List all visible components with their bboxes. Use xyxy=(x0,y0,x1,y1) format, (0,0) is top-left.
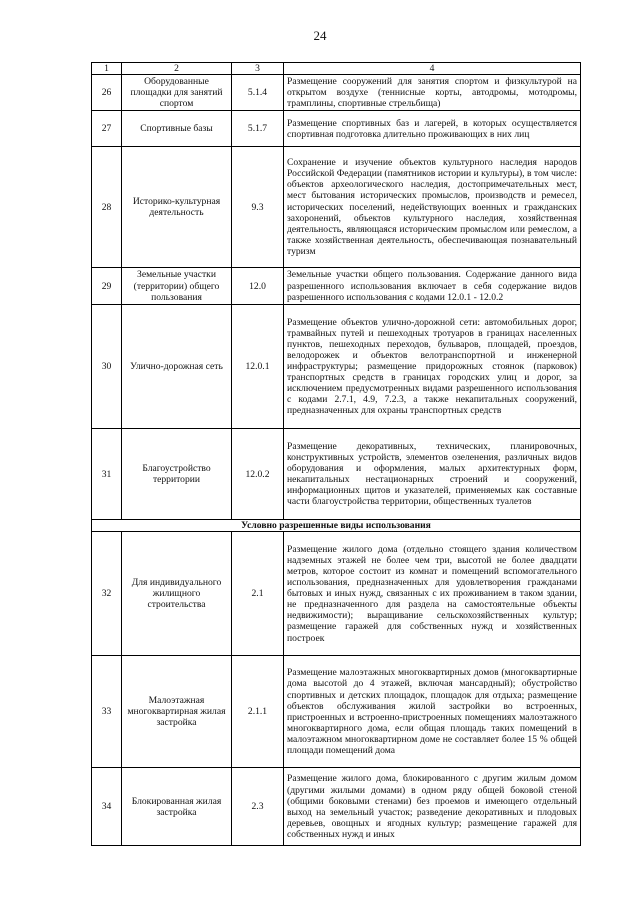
use-type-name: Земельные участки (территории) общего пользования xyxy=(122,268,232,305)
header-cell: 3 xyxy=(232,63,284,75)
table-row xyxy=(92,111,581,147)
use-type-code: 9.3 xyxy=(232,147,284,268)
land-use-table xyxy=(91,62,581,846)
row-number: 26 xyxy=(92,75,122,111)
table-row xyxy=(92,768,581,846)
use-type-name: Благоустройство территории xyxy=(122,429,232,520)
use-type-description: Размещение сооружений для занятия спортом и физкультурой на открытом воздухе (теннисные корты, автодромы, мотодромы, трамплины, спортивные стрельбища) xyxy=(284,75,581,111)
use-type-description: Земельные участки общего пользования. Содержание данного вида разрешенного использования включает в себя содержание видов разрешенного использования с кодами 12.0.1 - 12.0.2 xyxy=(284,268,581,305)
use-type-code: 2.1 xyxy=(232,532,284,656)
header-cell: 4 xyxy=(284,63,581,75)
use-type-name: Спортивные базы xyxy=(122,111,232,147)
table-row xyxy=(92,75,581,111)
row-number: 33 xyxy=(92,656,122,768)
table-row xyxy=(92,147,581,268)
use-type-description: Размещение жилого дома, блокированного с другим жилым домом (другими жилыми домами) в одном ряду общей боковой стеной (общими боковыми стенами) без проемов и имеющего отдельный выход на земельный участок; разведение декоративных и плодовых деревьев, овощных и ягодных культур; размещение гаражей для собственных нужд и иных xyxy=(284,768,581,846)
use-type-code: 12.0.1 xyxy=(232,305,284,429)
use-type-name: Блокированная жилая застройка xyxy=(122,768,232,846)
page-number: 24 xyxy=(313,28,327,43)
row-number: 27 xyxy=(92,111,122,147)
use-type-name: Оборудованные площадки для занятий спортом xyxy=(122,75,232,111)
use-type-code: 12.0.2 xyxy=(232,429,284,520)
use-type-description: Размещение жилого дома (отдельно стоящего здания количеством надземных этажей не более чем три, высотой не более двадцати метров, которое состоит из комнат и помещений вспомогательного использования, предназначенных для удовлетворения гражданами бытовых и иных нужд, связанных с их проживанием в таком здании, не предназначенного для раздела на самостоятельные объекты недвижимости); выращивание сельскохозяйственных культур; размещение гаражей для собственных нужд и хозяйственных построек xyxy=(284,532,581,656)
row-number: 32 xyxy=(92,532,122,656)
row-number: 29 xyxy=(92,268,122,305)
use-type-code: 2.3 xyxy=(232,768,284,846)
use-type-description: Размещение декоративных, технических, планировочных, конструктивных устройств, элементов озеленения, различных видов оборудования и оформления, малых архитектурных форм, некапитальных нестационарных строений и сооружений, информационных щитов и указателей, применяемых как составные части благоустройства территории, общественных туалетов xyxy=(284,429,581,520)
table-row xyxy=(92,656,581,768)
table-row xyxy=(92,429,581,520)
use-type-description: Размещение малоэтажных многоквартирных домов (многоквартирные дома высотой до 4 этажей, включая мансардный); обустройство спортивных и детских площадок, площадок для отдыха; размещение объектов обслуживания жилой застройки во встроенных, пристроенных и встроенно-пристроенных помещениях малоэтажного многоквартирного дома, если общая площадь таких помещений в малоэтажном многоквартирном доме не составляет более 15 % общей площади помещений дома xyxy=(284,656,581,768)
row-number: 34 xyxy=(92,768,122,846)
use-type-code: 2.1.1 xyxy=(232,656,284,768)
use-type-description: Размещение спортивных баз и лагерей, в которых осуществляется спортивная подготовка длительно проживающих в них лиц xyxy=(284,111,581,147)
table-row xyxy=(92,305,581,429)
row-number: 30 xyxy=(92,305,122,429)
row-number: 28 xyxy=(92,147,122,268)
section-title: Условно разрешенные виды использования xyxy=(92,520,581,532)
use-type-name: Историко-культурная деятельность xyxy=(122,147,232,268)
header-cell: 1 xyxy=(92,63,122,75)
table-row xyxy=(92,268,581,305)
table-header-row xyxy=(92,63,581,75)
section-header-row xyxy=(92,520,581,532)
use-type-code: 5.1.7 xyxy=(232,111,284,147)
use-type-code: 5.1.4 xyxy=(232,75,284,111)
table-row xyxy=(92,532,581,656)
use-type-name: Улично-дорожная сеть xyxy=(122,305,232,429)
use-type-name: Для индивидуального жилищного строительства xyxy=(122,532,232,656)
use-type-description: Размещение объектов улично-дорожной сети: автомобильных дорог, трамвайных путей и пешеходных тротуаров в границах населенных пунктов, пешеходных переходов, бульваров, площадей, проездов, велодорожек и объектов велотранспортной и инженерной инфраструктуры; размещение придорожных стоянок (парковок) транспортных средств в границах городских улиц и дорог, за исключением предусмотренных видами разрешенного использования с кодами 2.7.1, 4.9, 7.2.3, а также некапитальных сооружений, предназначенных для охраны транспортных средств xyxy=(284,305,581,429)
row-number: 31 xyxy=(92,429,122,520)
header-cell: 2 xyxy=(122,63,232,75)
use-type-description: Сохранение и изучение объектов культурного наследия народов Российской Федерации (памятников истории и культуры), в том числе: объектов археологического наследия, достопримечательных мест, мест бытования исторических промыслов, производств и ремесел, исторических поселений, недействующих военных и гражданских захоронений, объектов культурного наследия, хозяйственная деятельность, являющаяся историческим промыслом или ремеслом, а также хозяйственная деятельность, обеспечивающая познавательный туризм xyxy=(284,147,581,268)
use-type-name: Малоэтажная многоквартирная жилая застройка xyxy=(122,656,232,768)
use-type-code: 12.0 xyxy=(232,268,284,305)
